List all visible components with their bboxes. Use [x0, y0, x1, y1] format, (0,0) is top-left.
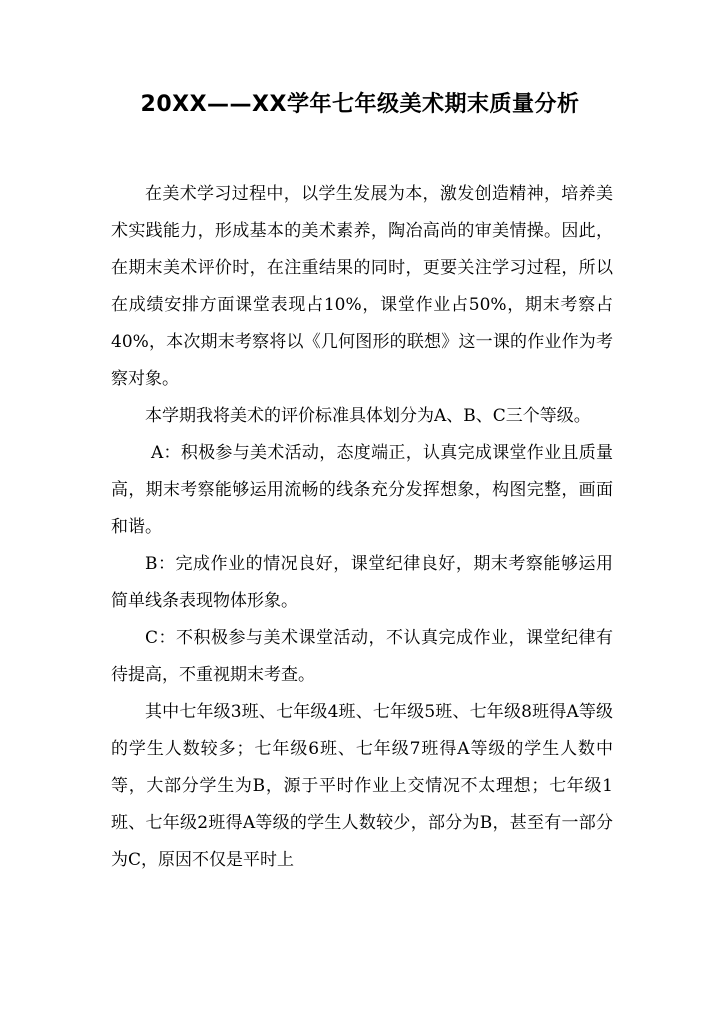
paragraph-level-c: C：不积极参与美术课堂活动，不认真完成作业，课堂纪律有待提高，不重视期末考查。 [111, 628, 613, 685]
paragraph-class-results: 其中七年级3班、七年级4班、七年级5班、七年级8班得A等级的学生人数较多；七年级6班、七年级7班得A等级的学生人数中等，大部分学生为B，源于平时作业上交情况不太理想；七年级1班、七年级2班得A等级的学生人数较少，部分为B，甚至有一部分为C，原因不仅是平时上 [111, 702, 613, 870]
paragraph-level-a: A：积极参与美术活动，态度端正，认真完成课堂作业且质量高，期末考察能够运用流畅的线条充分发挥想象，构图完整，画面和谐。 [111, 443, 613, 537]
paragraph-intro: 在美术学习过程中，以学生发展为本，激发创造精神，培养美术实践能力，形成基本的美术素养，陶冶高尚的审美情操。因此，在期末美术评价时，在注重结果的同时，更要关注学习过程，所以在成绩安排方面课堂表现占10%，课堂作业占50%，期末考察占40%，本次期末考察将以《几何图形的联想》这一课的作业作为考察对象。 [111, 184, 613, 389]
paragraph-level-b: B：完成作业的情况良好，课堂纪律良好，期末考察能够运用简单线条表现物体形象。 [111, 554, 613, 611]
document-body [111, 176, 613, 879]
document-title: 20XX——XX学年七年级美术期末质量分析 [140, 92, 580, 117]
paragraph-grading-levels: 本学期我将美术的评价标准具体划分为A、B、C三个等级。 [145, 406, 591, 426]
